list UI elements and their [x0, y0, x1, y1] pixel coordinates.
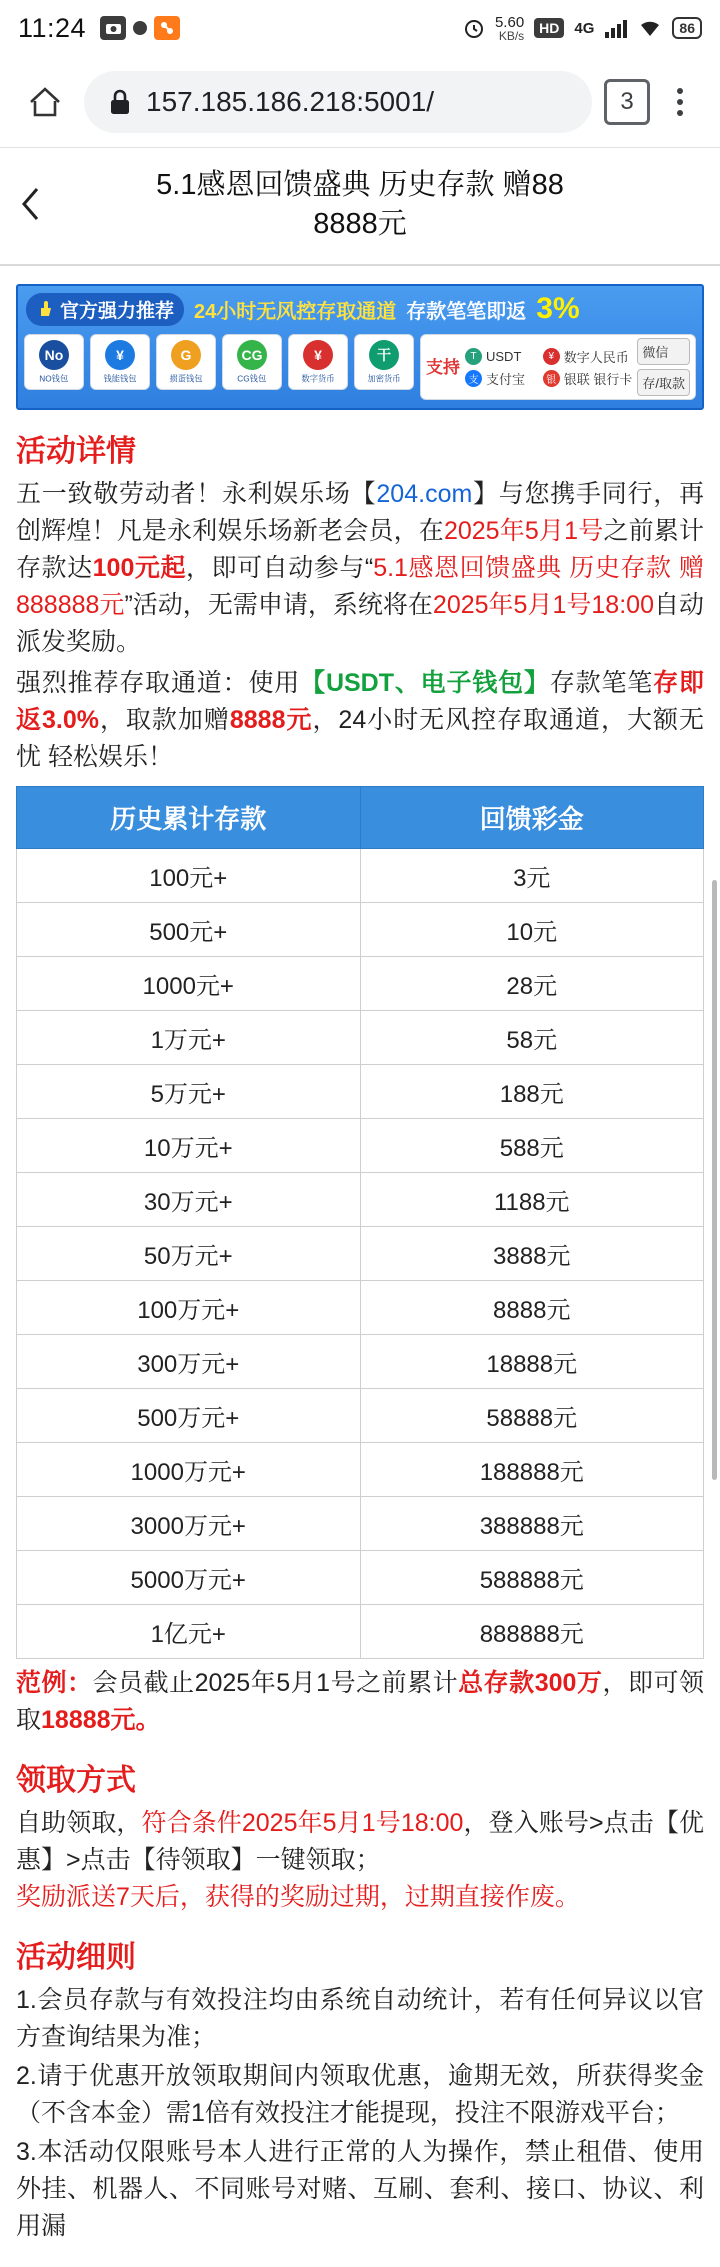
table-row — [17, 1605, 704, 1659]
details-paragraph-1 — [16, 476, 704, 661]
site-link[interactable]: 204.com — [376, 480, 473, 509]
usdt-icon: T — [465, 348, 482, 365]
cell-deposit: 100万元+ — [17, 1281, 361, 1335]
payment-method-grid — [465, 347, 632, 388]
table-row — [17, 1227, 704, 1281]
wallet-icon: 干 — [369, 340, 399, 370]
list-item — [465, 347, 537, 366]
scrollbar[interactable] — [712, 880, 717, 1480]
page-header — [0, 148, 720, 258]
cell-bonus: 188888元 — [360, 1443, 704, 1497]
wallet-icon: ¥ — [303, 340, 333, 370]
reward-table — [16, 786, 704, 1659]
table-row — [17, 1443, 704, 1497]
address-bar[interactable] — [84, 71, 592, 133]
recommend-pill — [26, 293, 184, 326]
wallet-label: 加密货币 — [367, 374, 401, 384]
cell-deposit: 500元+ — [17, 903, 361, 957]
list-item — [543, 347, 633, 366]
header-divider — [0, 264, 720, 266]
text-fragment: ，24小时无风控存取通道，大额无忧 轻松娱乐！ — [16, 706, 704, 772]
wallet-label: 掼蛋钱包 — [169, 374, 203, 384]
cell-bonus: 58元 — [360, 1011, 704, 1065]
list-item — [543, 369, 633, 388]
text-fragment: 【USDT、电子钱包】 — [300, 669, 550, 698]
text-fragment: 自动派发奖励。 — [16, 591, 704, 657]
table-row — [17, 1389, 704, 1443]
text-fragment: 18888元。 — [41, 1706, 161, 1735]
wallet-icon: G — [171, 340, 201, 370]
table-row — [17, 1011, 704, 1065]
text-fragment: 5.1感恩回馈盛典 历史存款 赠888888元 — [16, 554, 704, 620]
text-fragment: 强烈推荐存取通道：使用 — [16, 669, 301, 698]
table-row — [17, 849, 704, 903]
wallet-label: CG钱包 — [237, 374, 267, 384]
status-time: 11:24 — [18, 12, 87, 43]
text-fragment: 会员截止2025年5月1号之前累计 — [92, 1669, 459, 1698]
banner-headline — [18, 286, 702, 330]
wallet-label: 钱能钱包 — [103, 374, 137, 384]
lock-icon — [108, 88, 132, 116]
more-vertical-icon[interactable] — [658, 88, 702, 116]
cell-deposit: 300万元+ — [17, 1335, 361, 1389]
table-row — [17, 1551, 704, 1605]
table-row — [17, 1497, 704, 1551]
payment-label: USDT — [486, 348, 522, 364]
wallet-icon: ¥ — [105, 340, 135, 370]
network-speed: 5.60 KB/s — [494, 13, 525, 43]
cell-bonus: 8888元 — [360, 1281, 704, 1335]
cell-deposit: 500万元+ — [17, 1389, 361, 1443]
banner-rebate-text: 存款笔笔即返 — [406, 300, 527, 323]
text-fragment: 】与您携手同行，再创辉煌！凡是永利娱乐场新老会员，在 — [16, 480, 704, 546]
cell-bonus: 588元 — [360, 1119, 704, 1173]
wallet-list — [24, 334, 414, 400]
hd-icon: HD — [534, 18, 564, 38]
deposit-withdraw-tag: 存/取款 — [637, 369, 690, 396]
table-row — [17, 1065, 704, 1119]
list-item: 3.本活动仅限账号本人进行正常的人为操作，禁止租借、使用外挂、机器人、不同账号对赌、互刷、套利、接口、协议、利用漏 — [16, 2138, 704, 2241]
table-row — [17, 1335, 704, 1389]
text-fragment: ”活动，无需申请，系统将在 — [124, 591, 433, 620]
wifi-icon — [638, 18, 662, 38]
status-left-icons — [100, 16, 180, 40]
tab-count-button[interactable]: 3 — [604, 79, 650, 125]
banner-channel: 24小时无风控存取通道 — [194, 300, 397, 323]
text-fragment: 自助领取， — [16, 1809, 142, 1838]
network-type: 4G — [574, 19, 595, 37]
cell-deposit: 100元+ — [17, 849, 361, 903]
list-item[interactable] — [288, 334, 348, 390]
text-fragment: 奖励派送7天后，获得的奖励过期，过期直接作废。 — [16, 1883, 580, 1912]
text-fragment: 100元起 — [92, 554, 187, 583]
unionpay-icon: 银 — [543, 370, 560, 387]
cell-bonus: 10元 — [360, 903, 704, 957]
camera-icon — [100, 16, 126, 40]
cell-deposit: 1亿元+ — [17, 1605, 361, 1659]
text-fragment: 2025年5月1号18:00 — [432, 591, 654, 620]
cell-deposit: 5万元+ — [17, 1065, 361, 1119]
section-title-claim: 领取方式 — [16, 1764, 136, 1798]
cell-bonus: 18888元 — [360, 1335, 704, 1389]
list-item[interactable] — [222, 334, 282, 390]
cell-bonus: 3888元 — [360, 1227, 704, 1281]
cell-bonus: 888888元 — [360, 1605, 704, 1659]
example-paragraph — [16, 1665, 704, 1739]
page-title-line2: 8888元 — [313, 208, 407, 241]
payment-methods-panel — [420, 334, 696, 400]
list-item[interactable] — [24, 334, 84, 390]
list-item: 1.会员存款与有效投注均由系统自动统计，若有任何异议以官方查询结果为准； — [16, 1986, 704, 2052]
banner-rebate-pct: 3% — [536, 292, 580, 326]
text-fragment: 2025年5月1号 — [443, 517, 604, 546]
status-bar — [0, 0, 720, 56]
cell-deposit: 10万元+ — [17, 1119, 361, 1173]
cell-bonus: 1188元 — [360, 1173, 704, 1227]
cell-deposit: 1万元+ — [17, 1011, 361, 1065]
text-fragment: 范例： — [16, 1669, 93, 1698]
payment-label: 支付宝 — [486, 371, 526, 387]
payment-label: 银联 银行卡 — [563, 371, 633, 387]
page-title-line1: 5.1感恩回馈盛典 历史存款 赠88 — [156, 169, 564, 201]
cell-deposit: 1000元+ — [17, 957, 361, 1011]
cell-bonus: 588888元 — [360, 1551, 704, 1605]
text-fragment: ，登入账号>点击【优惠】>点击【待领取】一键领取； — [16, 1809, 704, 1875]
text-fragment: ，即可领取 — [16, 1669, 704, 1735]
list-item[interactable] — [156, 334, 216, 390]
home-icon[interactable] — [18, 75, 72, 129]
text-fragment: 存即返3.0% — [16, 669, 704, 735]
cell-deposit: 3000万元+ — [17, 1497, 361, 1551]
rules-list — [16, 1982, 704, 2245]
wallet-icon: CG — [237, 340, 267, 370]
alipay-icon: 支 — [465, 370, 482, 387]
table-row — [17, 1173, 704, 1227]
wallet-label: NO钱包 — [39, 374, 69, 384]
payment-label: 数字人民币 — [563, 349, 629, 365]
status-right-icons — [463, 15, 702, 42]
list-item — [465, 369, 537, 388]
table-row — [17, 1119, 704, 1173]
url-text: 157.185.186.218:5001/ — [146, 85, 435, 117]
cell-deposit: 1000万元+ — [17, 1443, 361, 1497]
cell-bonus: 58888元 — [360, 1389, 704, 1443]
cell-deposit: 5000万元+ — [17, 1551, 361, 1605]
text-fragment: 之前累计存款达 — [16, 517, 704, 583]
text-fragment: 符合条件2025年5月1号18:00 — [141, 1809, 464, 1838]
cell-bonus: 388888元 — [360, 1497, 704, 1551]
rmb-icon: ¥ — [543, 348, 560, 365]
recommend-label: 官方强力推荐 — [60, 300, 175, 322]
column-header-bonus: 回馈彩金 — [360, 787, 704, 849]
thumbs-up-icon — [36, 300, 54, 318]
list-item: 2.请于优惠开放领取期间内领取优惠，逾期无效，所获得奖金（不含本金）需1倍有效投注才能提现，投注不限游戏平台； — [16, 2062, 704, 2128]
table-row — [17, 957, 704, 1011]
app-badge-icon — [154, 16, 180, 40]
table-header-row — [17, 787, 704, 849]
section-title-rules: 活动细则 — [16, 1941, 136, 1975]
payment-tags — [637, 338, 690, 396]
cell-deposit: 50万元+ — [17, 1227, 361, 1281]
text-fragment: 五一致敬劳动者！永利娱乐场【 — [16, 480, 377, 509]
text-fragment: 8888元 — [229, 706, 313, 735]
text-fragment: 总存款300万 — [458, 1669, 603, 1698]
column-header-deposit: 历史累计存款 — [17, 787, 361, 849]
wechat-tag: 微信 — [637, 338, 690, 365]
table-row — [17, 903, 704, 957]
cell-bonus: 3元 — [360, 849, 704, 903]
table-row — [17, 1281, 704, 1335]
text-fragment: ，取款加赠 — [98, 706, 230, 735]
text-fragment: 存款笔笔 — [549, 669, 654, 698]
payment-support-label: 支持 — [426, 357, 460, 377]
browser-toolbar — [0, 56, 720, 148]
chevron-left-icon[interactable] — [18, 166, 62, 224]
list-item[interactable] — [90, 334, 150, 390]
cell-deposit: 30万元+ — [17, 1173, 361, 1227]
claim-paragraph — [16, 1805, 704, 1916]
battery-indicator: 86 — [672, 17, 702, 39]
alarm-icon — [463, 17, 485, 39]
cell-bonus: 28元 — [360, 957, 704, 1011]
wallet-icon: No — [39, 340, 69, 370]
signal-icon — [604, 18, 628, 38]
text-fragment: ，即可自动参与“ — [186, 554, 374, 583]
section-title-details: 活动详情 — [16, 435, 136, 469]
list-item[interactable] — [354, 334, 414, 390]
wallet-label: 数字货币 — [301, 374, 335, 384]
cell-bonus: 188元 — [360, 1065, 704, 1119]
page-content — [0, 284, 720, 2267]
details-paragraph-2 — [16, 665, 704, 776]
page-title — [62, 166, 702, 244]
banner-body — [18, 330, 702, 408]
promo-banner[interactable] — [16, 284, 704, 410]
dot-icon — [133, 21, 147, 35]
